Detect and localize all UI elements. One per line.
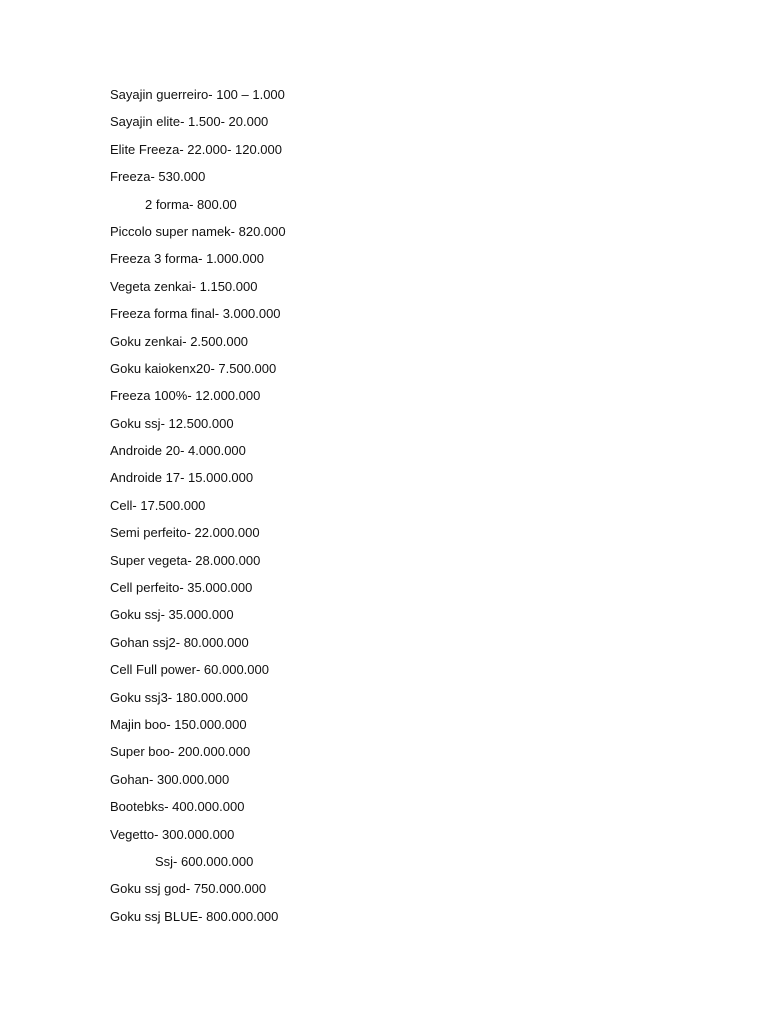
text-line: Freeza 100%- 12.000.000 xyxy=(110,388,261,404)
text-line: Super vegeta- 28.000.000 xyxy=(110,552,261,568)
text-line-indented: Ssj- 600.000.000 xyxy=(155,853,254,869)
text-line: Super boo- 200.000.000 xyxy=(110,744,251,760)
text-line: Cell Full power- 60.000.000 xyxy=(110,662,269,678)
text-line: Gohan- 300.000.000 xyxy=(110,771,230,787)
text-line: Goku ssj BLUE- 800.000.000 xyxy=(110,908,279,924)
text-line: Semi perfeito- 22.000.000 xyxy=(110,525,260,541)
text-line: Androide 17- 15.000.000 xyxy=(110,470,254,486)
text-line: Goku kaiokenx20- 7.500.000 xyxy=(110,360,277,376)
text-line: Bootebks- 400.000.000 xyxy=(110,799,245,815)
text-line: Cell perfeito- 35.000.000 xyxy=(110,580,253,596)
text-line: Androide 20- 4.000.000 xyxy=(110,443,246,459)
text-line: Piccolo super namek- 820.000 xyxy=(110,223,286,239)
text-line: Cell- 17.500.000 xyxy=(110,497,206,513)
text-line: Goku ssj3- 180.000.000 xyxy=(110,689,249,705)
text-line: Freeza- 530.000 xyxy=(110,169,206,185)
text-line: Vegetto- 300.000.000 xyxy=(110,826,235,842)
text-line: Elite Freeza- 22.000- 120.000 xyxy=(110,141,282,157)
text-line: Goku ssj- 12.500.000 xyxy=(110,415,234,431)
text-line: Goku ssj- 35.000.000 xyxy=(110,607,234,623)
text-line: Freeza 3 forma- 1.000.000 xyxy=(110,251,264,267)
text-line: Majin boo- 150.000.000 xyxy=(110,716,247,732)
text-line: Goku ssj god- 750.000.000 xyxy=(110,881,267,897)
text-line: Freeza forma final- 3.000.000 xyxy=(110,306,281,322)
text-line: Goku zenkai- 2.500.000 xyxy=(110,333,249,349)
text-line: Sayajin elite- 1.500- 20.000 xyxy=(110,114,269,130)
text-line-indented: 2 forma- 800.00 xyxy=(145,196,237,212)
text-line: Vegeta zenkai- 1.150.000 xyxy=(110,278,258,294)
power-level-list xyxy=(110,86,286,935)
text-line: Gohan ssj2- 80.000.000 xyxy=(110,634,249,650)
text-line: Sayajin guerreiro- 100 – 1.000 xyxy=(110,87,285,102)
